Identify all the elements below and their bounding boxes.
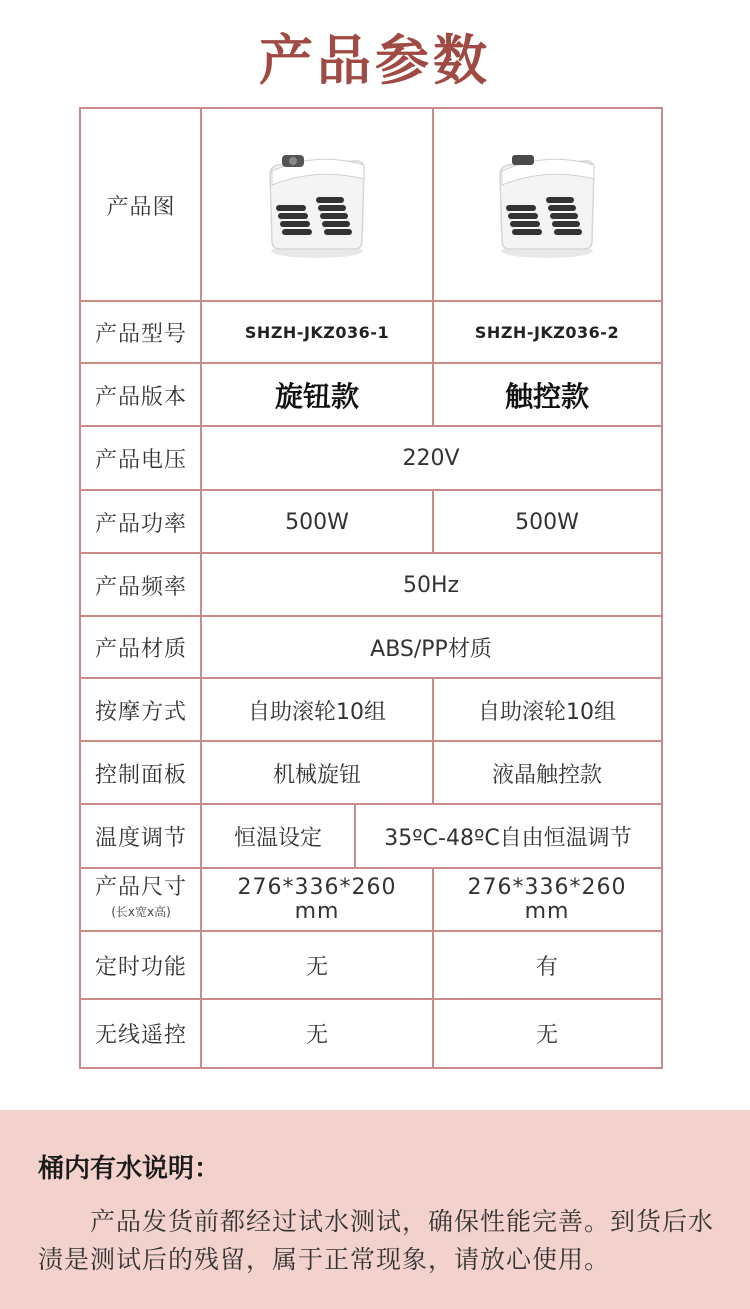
temperature-b: 35ºC-48ºC自由恒温调节 bbox=[384, 826, 632, 851]
voltage-value: 220V bbox=[402, 446, 460, 471]
note-text: 产品发货前都经过试水测试，确保性能完善。到货后水渍是测试后的残留，属于正常现象，请放心使用。 bbox=[38, 1207, 715, 1274]
page-title: 产品参数 bbox=[259, 29, 491, 92]
massage-a: 自助滚轮10组 bbox=[248, 699, 386, 725]
size-b-unit: mm bbox=[524, 899, 570, 924]
remote-b: 无 bbox=[535, 1023, 558, 1048]
row-label-power: 产品功率 bbox=[94, 511, 187, 537]
size-b-dims: 276*336*260 bbox=[467, 875, 627, 900]
row-label-control: 控制面板 bbox=[94, 762, 187, 788]
spec-table bbox=[79, 107, 663, 1069]
size-a bbox=[201, 869, 433, 931]
row-label-size-cell bbox=[81, 869, 201, 931]
row-label-image: 产品图 bbox=[106, 194, 176, 220]
material-value: ABS/PP材质 bbox=[370, 637, 492, 662]
frequency-value: 50Hz bbox=[402, 572, 460, 598]
row-label-timer: 定时功能 bbox=[94, 955, 187, 980]
row-label-version: 产品版本 bbox=[94, 384, 187, 410]
row-label-material: 产品材质 bbox=[94, 637, 187, 662]
timer-b: 有 bbox=[535, 955, 558, 980]
massage-b: 自助滚轮10组 bbox=[478, 699, 616, 725]
product-image-touch bbox=[433, 109, 661, 301]
version-a: 旋钮款 bbox=[274, 380, 359, 413]
foot-bath-icon bbox=[492, 145, 602, 265]
row-label-size: 产品尺寸 bbox=[94, 875, 187, 900]
remote-a: 无 bbox=[305, 1023, 328, 1048]
power-a: 500W bbox=[285, 509, 349, 535]
row-label-temperature: 温度调节 bbox=[94, 826, 187, 851]
temperature-a: 恒温设定 bbox=[233, 826, 322, 851]
row-label-model: 产品型号 bbox=[94, 322, 187, 347]
row-label-remote: 无线遥控 bbox=[94, 1023, 187, 1048]
control-b: 液晶触控款 bbox=[491, 762, 602, 788]
size-a-dims: 276*336*260 bbox=[237, 875, 397, 900]
row-label-frequency: 产品频率 bbox=[94, 574, 187, 600]
version-b: 触控款 bbox=[504, 380, 589, 413]
row-label-massage: 按摩方式 bbox=[94, 699, 187, 725]
power-b: 500W bbox=[515, 509, 579, 535]
size-a-unit: mm bbox=[294, 899, 340, 924]
foot-bath-icon bbox=[262, 145, 372, 265]
control-a: 机械旋钮 bbox=[272, 762, 361, 788]
timer-a: 无 bbox=[305, 955, 328, 980]
model-a: SHZH-JKZ036-1 bbox=[244, 323, 390, 342]
size-b bbox=[433, 869, 661, 931]
row-label-voltage: 产品电压 bbox=[94, 448, 187, 473]
row-sublabel-size: (长x宽x高) bbox=[111, 905, 171, 919]
note-title: 桶内有水说明： bbox=[38, 1154, 221, 1184]
model-b: SHZH-JKZ036-2 bbox=[474, 323, 620, 342]
product-image-knob bbox=[201, 109, 433, 301]
